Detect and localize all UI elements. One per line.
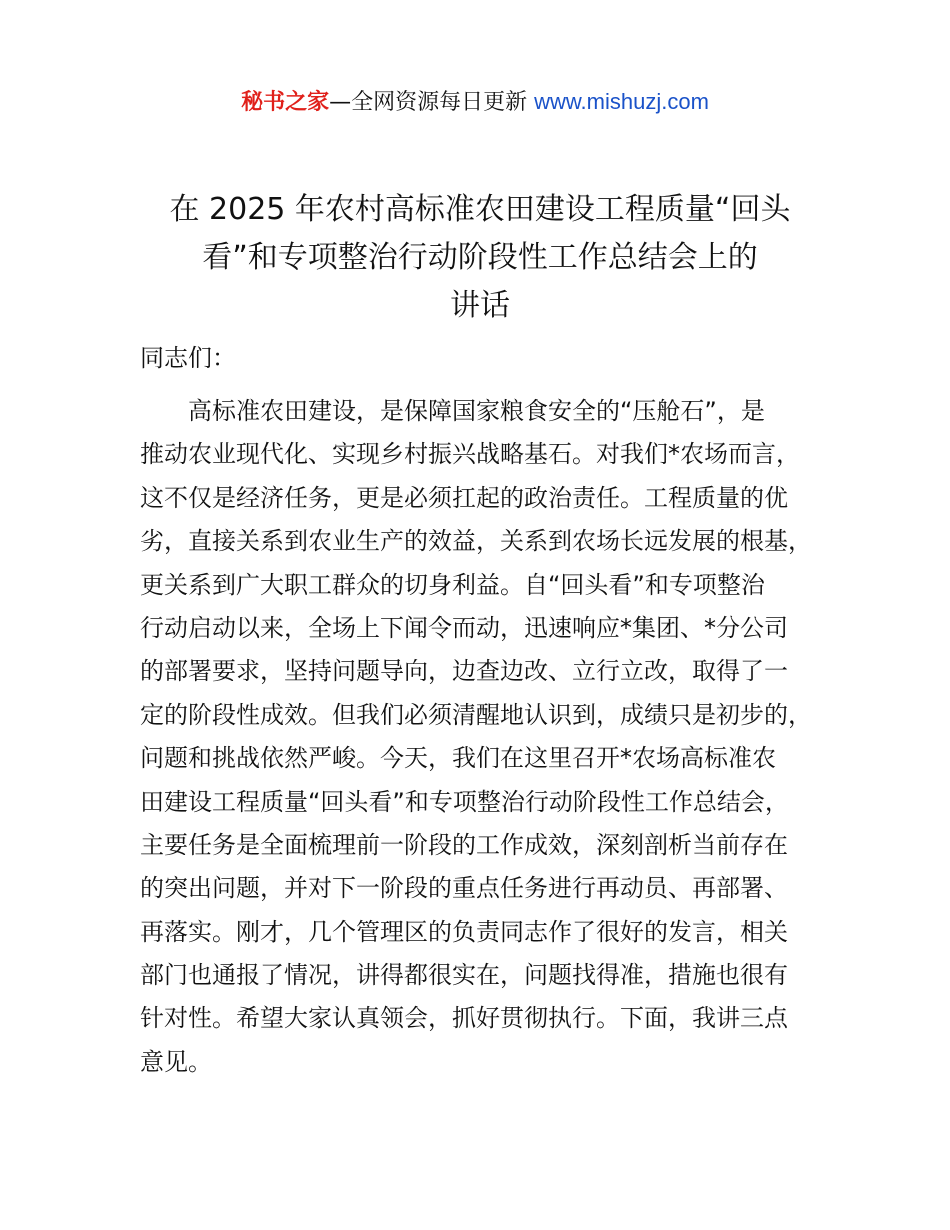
title-line: 看”和专项整治行动阶段性工作总结会上的 (202, 240, 758, 275)
body-paragraph (140, 390, 840, 1084)
site-url-link[interactable]: www.mishuzj.com (534, 89, 709, 114)
title-line: 在 2025 年农村高标准农田建设工程质量“回头 (169, 192, 791, 227)
paragraph-line: 更关系到广大职工群众的切身利益。自“回头看”和专项整治 (140, 570, 765, 599)
paragraph-line: 主要任务是全面梳理前一阶段的工作成效，深刻剖析当前存在 (140, 830, 788, 859)
paragraph-line: 定的阶段性成效。但我们必须清醒地认识到，成绩只是初步的， (140, 700, 812, 729)
paragraph-line: 田建设工程质量“回头看”和专项整治行动阶段性工作总结会， (140, 787, 789, 816)
site-header (0, 86, 950, 119)
paragraph-line: 问题和挑战依然严峻。今天，我们在这里召开*农场高标准农 (140, 744, 776, 773)
paragraph-line: 的部署要求，坚持问题导向，边查边改、立行立改，取得了一 (140, 657, 788, 686)
document-title (140, 186, 820, 330)
paragraph-line: 针对性。希望大家认真领会，抓好贯彻执行。下面，我讲三点 (140, 1004, 788, 1033)
paragraph-line: 再落实。刚才，几个管理区的负责同志作了很好的发言，相关 (140, 917, 788, 946)
paragraph-line: 高标准农田建设，是保障国家粮食安全的“压舱石”，是 (188, 397, 765, 425)
paragraph-line: 劣，直接关系到农业生产的效益，关系到农场长远发展的根基， (140, 527, 812, 556)
site-tagline: —全网资源每日更新 (329, 90, 528, 115)
paragraph-line: 这不仅是经济任务，更是必须扛起的政治责任。工程质量的优 (140, 483, 788, 512)
site-brand: 秘书之家 (241, 90, 330, 115)
paragraph-line: 行动启动以来，全场上下闻令而动，迅速响应*集团、*分公司 (140, 613, 788, 642)
salutation: 同志们： (140, 344, 236, 372)
paragraph-line: 的突出问题，并对下一阶段的重点任务进行再动员、再部署、 (140, 874, 788, 903)
title-line: 讲话 (450, 288, 510, 323)
paragraph-line: 推动农业现代化、实现乡村振兴战略基石。对我们*农场而言， (140, 440, 800, 469)
paragraph-line: 意见。 (140, 1047, 212, 1076)
paragraph-line: 部门也通报了情况，讲得都很实在，问题找得准，措施也很有 (140, 961, 788, 990)
